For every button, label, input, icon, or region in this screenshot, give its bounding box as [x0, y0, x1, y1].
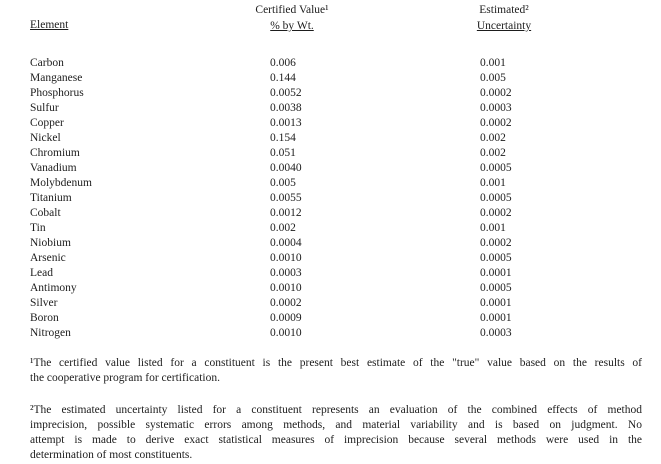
uncertainty-cell: 0.0002: [480, 207, 512, 219]
table-row: [30, 56, 661, 71]
table-row: [30, 326, 661, 341]
value-cell: 0.0038: [270, 102, 302, 114]
value-cell: 0.0010: [270, 327, 302, 339]
table-row: [30, 116, 661, 131]
certified-value-header-line2: % by Wt.: [270, 20, 314, 32]
uncertainty-cell: 0.0005: [480, 282, 512, 294]
uncertainty-cell: 0.0005: [480, 192, 512, 204]
table-row: [30, 251, 661, 266]
value-cell: 0.0004: [270, 237, 302, 249]
footnote-1-line-1: ¹The certified value listed for a constituent is the present best estimate of the "true" value based on the results of: [30, 357, 642, 369]
element-cell: Manganese: [30, 72, 83, 84]
value-cell: 0.0010: [270, 252, 302, 264]
element-cell: Nickel: [30, 132, 61, 144]
footnotes: [0, 356, 642, 464]
element-cell: Titanium: [30, 192, 72, 204]
table-row: [30, 131, 661, 146]
uncertainty-cell: 0.002: [480, 132, 506, 144]
value-cell: 0.0002: [270, 297, 302, 309]
table-row: [30, 281, 661, 296]
value-cell: 0.0012: [270, 207, 302, 219]
footnote-2: [30, 403, 642, 464]
element-cell: Carbon: [30, 57, 64, 69]
uncertainty-cell: 0.001: [480, 57, 506, 69]
uncertainty-cell: 0.0001: [480, 297, 512, 309]
element-cell: Molybdenum: [30, 177, 92, 189]
uncertainty-cell: 0.0005: [480, 252, 512, 264]
table-row: [30, 191, 661, 206]
element-cell: Niobium: [30, 237, 71, 249]
table-row: [30, 236, 661, 251]
value-cell: 0.0055: [270, 192, 302, 204]
estimated-uncertainty-header-line2: Uncertainty: [476, 20, 532, 32]
uncertainty-cell: 0.0002: [480, 87, 512, 99]
footnote-2-line-4: determination of most constituents.: [30, 449, 193, 462]
footnote-2-line-1: ²The estimated uncertainty listed for a constituent represents an evaluation of the combined effects of method: [30, 403, 642, 416]
estimated-uncertainty-header-line1: Estimated²: [479, 4, 529, 16]
uncertainty-cell: 0.0002: [480, 237, 512, 249]
uncertainty-cell: 0.005: [480, 72, 506, 84]
table-header: [0, 0, 661, 37]
element-cell: Vanadium: [30, 162, 77, 174]
table-row: [30, 266, 661, 281]
uncertainty-cell: 0.002: [480, 147, 506, 159]
element-cell: Boron: [30, 312, 59, 324]
element-cell: Tin: [30, 222, 46, 234]
table-row: [30, 206, 661, 221]
table-row: [30, 71, 661, 86]
table-row: [30, 146, 661, 161]
table-row: [30, 86, 661, 101]
element-cell: Copper: [30, 117, 64, 129]
table-row: [30, 221, 661, 236]
value-cell: 0.144: [270, 72, 296, 84]
table-row: [30, 101, 661, 116]
table-row: [30, 176, 661, 191]
uncertainty-cell: 0.0002: [480, 117, 512, 129]
element-cell: Nitrogen: [30, 327, 71, 339]
table-row: [30, 296, 661, 311]
element-cell: Lead: [30, 267, 53, 279]
value-cell: 0.0040: [270, 162, 302, 174]
certified-value-column-header: [222, 2, 362, 34]
value-cell: 0.0009: [270, 312, 302, 324]
value-cell: 0.051: [270, 147, 296, 159]
value-cell: 0.0013: [270, 117, 302, 129]
value-cell: 0.0052: [270, 87, 302, 99]
element-cell: Cobalt: [30, 207, 61, 219]
element-cell: Phosphorus: [30, 87, 84, 99]
certified-value-header-line1: Certified Value¹: [255, 4, 329, 16]
uncertainty-cell: 0.001: [480, 222, 506, 234]
value-cell: 0.154: [270, 132, 296, 144]
uncertainty-cell: 0.001: [480, 177, 506, 189]
footnote-2-line-3: attempt is made to derive exact statistical measures of imprecision because several methods were used in the: [30, 434, 642, 447]
estimated-uncertainty-column-header: [428, 2, 580, 34]
uncertainty-cell: 0.0001: [480, 312, 512, 324]
table-row: [30, 161, 661, 176]
value-cell: 0.005: [270, 177, 296, 189]
footnote-1: [30, 356, 642, 387]
element-cell: Chromium: [30, 147, 80, 159]
value-cell: 0.0003: [270, 267, 302, 279]
uncertainty-cell: 0.0005: [480, 162, 512, 174]
element-cell: Arsenic: [30, 252, 66, 264]
uncertainty-cell: 0.0003: [480, 102, 512, 114]
element-cell: Antimony: [30, 282, 77, 294]
element-cell: Silver: [30, 297, 58, 309]
value-cell: 0.0010: [270, 282, 302, 294]
uncertainty-cell: 0.0001: [480, 267, 512, 279]
value-cell: 0.006: [270, 57, 296, 69]
value-cell: 0.002: [270, 222, 296, 234]
element-column-header: Element: [30, 19, 69, 31]
footnote-1-line-2: the cooperative program for certification.: [30, 372, 220, 385]
table-body: [0, 56, 661, 341]
element-cell: Sulfur: [30, 102, 59, 114]
table-row: [30, 311, 661, 326]
uncertainty-cell: 0.0003: [480, 327, 512, 339]
footnote-2-line-2: imprecision, possible systematic errors among methods, and material variability and is based on judgment. No: [30, 418, 642, 431]
